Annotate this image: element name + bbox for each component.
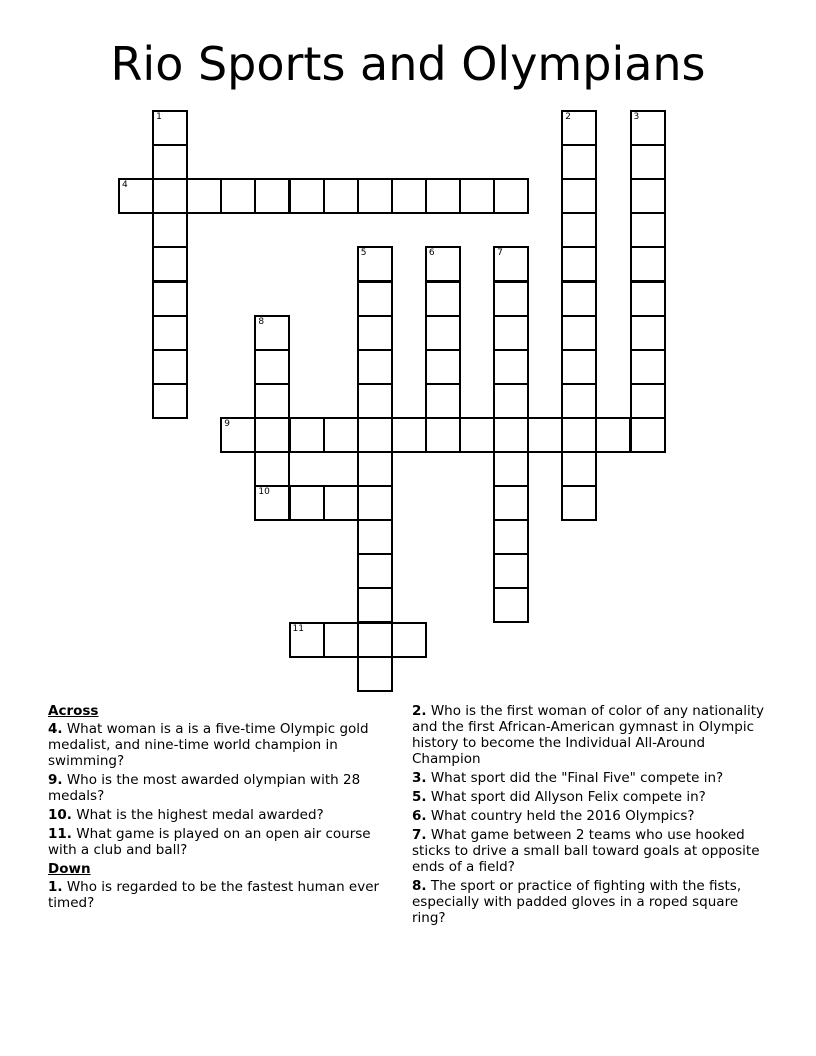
clues-right-column — [412, 703, 772, 929]
clue-text: Who is the most awarded olympian with 28 medals? — [48, 772, 361, 804]
grid-cell[interactable] — [561, 485, 597, 521]
grid-cell[interactable] — [357, 281, 393, 317]
across-heading: Across — [48, 703, 99, 719]
clue-number: 10. — [48, 807, 72, 823]
grid-cell[interactable] — [630, 349, 666, 385]
clue-text: What woman is a is a five-time Olympic gold medalist, and nine-time world champion in swimming? — [48, 721, 369, 769]
grid-cell[interactable] — [630, 144, 666, 180]
page-title: Rio Sports and Olympians — [110, 37, 706, 91]
grid-cell[interactable] — [357, 451, 393, 487]
grid-cell[interactable] — [391, 622, 427, 658]
clue-text: What sport did Allyson Felix compete in? — [430, 789, 706, 805]
cell-number: 8 — [258, 316, 265, 327]
clue-number: 3. — [412, 770, 427, 786]
clue-text: Who is regarded to be the fastest human ever timed? — [48, 879, 380, 911]
grid-cell[interactable] — [152, 315, 188, 351]
grid-cell[interactable] — [561, 349, 597, 385]
grid-cell[interactable] — [561, 246, 597, 282]
cell-number: 7 — [497, 248, 503, 259]
clue-number: 1. — [48, 879, 63, 895]
clue-number: 11. — [48, 826, 72, 842]
cell-number: 1 — [156, 112, 162, 122]
clue-number: 5. — [412, 789, 427, 805]
grid-cell[interactable] — [254, 178, 290, 214]
grid-cell[interactable] — [357, 246, 393, 282]
cell-number: 10 — [258, 487, 270, 498]
clue-text: What game is played on an open air course with a club and ball? — [48, 826, 371, 858]
grid-cell[interactable] — [493, 246, 529, 282]
grid-cell[interactable] — [493, 485, 529, 521]
grid-cell[interactable] — [493, 519, 529, 555]
grid-cell[interactable] — [493, 451, 529, 487]
clue-down-6 — [412, 808, 772, 824]
clue-text: What country held the 2016 Olympics? — [430, 808, 695, 824]
grid-cell[interactable] — [493, 349, 529, 385]
grid-cell[interactable] — [357, 622, 393, 658]
grid-cell[interactable] — [630, 212, 666, 248]
grid-cell[interactable] — [289, 622, 325, 658]
grid-cell[interactable] — [323, 485, 359, 521]
clue-number: 9. — [48, 772, 63, 788]
grid-cell[interactable] — [391, 417, 427, 453]
grid-cell[interactable] — [493, 383, 529, 419]
grid-cell[interactable] — [323, 417, 359, 453]
clue-number: 2. — [412, 703, 427, 719]
grid-cell[interactable] — [254, 315, 290, 351]
grid-cell[interactable] — [357, 178, 393, 214]
clue-number: 4. — [48, 721, 63, 737]
grid-cell[interactable] — [493, 178, 529, 214]
cell-number: 2 — [565, 112, 572, 122]
grid-cell[interactable] — [630, 417, 666, 453]
grid-cell[interactable] — [289, 485, 325, 521]
grid-cell[interactable] — [357, 587, 393, 623]
grid-cell[interactable] — [152, 212, 188, 248]
grid-cell[interactable] — [289, 417, 325, 453]
grid-cell[interactable] — [561, 281, 597, 317]
grid-cell[interactable] — [357, 553, 393, 589]
grid-cell[interactable] — [425, 246, 461, 282]
grid-cell[interactable] — [561, 144, 597, 180]
grid-cell[interactable] — [425, 315, 461, 351]
down-heading: Down — [48, 861, 91, 877]
cell-number: 9 — [224, 418, 231, 429]
cell-number: 3 — [633, 112, 640, 122]
grid-cell[interactable] — [630, 246, 666, 282]
grid-cell[interactable] — [630, 281, 666, 317]
grid-cell[interactable] — [254, 383, 290, 419]
grid-cell[interactable] — [561, 451, 597, 487]
cell-number: 6 — [428, 248, 435, 259]
grid-cell[interactable] — [630, 383, 666, 419]
grid-cell[interactable] — [630, 110, 666, 146]
grid-cell[interactable] — [152, 349, 188, 385]
grid-cell[interactable] — [493, 315, 529, 351]
clue-down-5 — [412, 789, 772, 805]
grid-cell[interactable] — [630, 315, 666, 351]
grid-cell[interactable] — [323, 178, 359, 214]
grid-cell[interactable] — [323, 622, 359, 658]
clue-down-8 — [412, 878, 772, 926]
grid-cell[interactable] — [493, 553, 529, 589]
grid-cell[interactable] — [357, 519, 393, 555]
grid-cell[interactable] — [357, 417, 393, 453]
clue-text: What sport did the "Final Five" compete in? — [430, 770, 724, 786]
clue-across-9 — [48, 772, 393, 804]
grid-cell[interactable] — [254, 417, 290, 453]
grid-cell[interactable] — [493, 417, 529, 453]
clue-down-3 — [412, 770, 772, 786]
cell-number: 11 — [292, 623, 304, 634]
grid-cell[interactable] — [493, 587, 529, 623]
clue-number: 7. — [412, 827, 427, 843]
grid-cell[interactable] — [357, 315, 393, 351]
grid-cell[interactable] — [152, 144, 188, 180]
clue-across-11 — [48, 826, 393, 858]
grid-cell[interactable] — [425, 383, 461, 419]
grid-cell[interactable] — [357, 349, 393, 385]
grid-cell[interactable] — [357, 485, 393, 521]
clue-down-1 — [48, 879, 393, 911]
clue-text: What game between 2 teams who use hooked sticks to drive a small ball toward goals at opposite ends of a field? — [412, 827, 760, 875]
grid-cell[interactable] — [561, 417, 597, 453]
grid-cell[interactable] — [289, 178, 325, 214]
grid-cell[interactable] — [220, 417, 256, 453]
grid-cell[interactable] — [425, 281, 461, 317]
grid-cell[interactable] — [459, 178, 495, 214]
clue-across-4 — [48, 721, 393, 769]
grid-cell[interactable] — [561, 110, 597, 146]
grid-cell[interactable] — [561, 383, 597, 419]
clue-across-10 — [48, 807, 393, 823]
grid-cell[interactable] — [254, 451, 290, 487]
grid-cell[interactable] — [357, 383, 393, 419]
clue-number: 6. — [412, 808, 427, 824]
grid-cell[interactable] — [118, 178, 154, 214]
cell-number: 5 — [360, 248, 367, 259]
clue-text: What is the highest medal awarded? — [76, 807, 324, 823]
grid-cell[interactable] — [152, 178, 188, 214]
grid-cell[interactable] — [561, 212, 597, 248]
clue-down-7 — [412, 827, 772, 875]
clue-number: 8. — [412, 878, 427, 894]
grid-cell[interactable] — [561, 315, 597, 351]
grid-cell[interactable] — [254, 485, 290, 521]
grid-cell[interactable] — [220, 178, 256, 214]
clues-left-column — [48, 703, 393, 914]
grid-cell[interactable] — [152, 383, 188, 419]
grid-cell[interactable] — [493, 281, 529, 317]
grid-cell[interactable] — [527, 417, 563, 453]
grid-cell[interactable] — [425, 178, 461, 214]
grid-cell[interactable] — [391, 178, 427, 214]
grid-cell[interactable] — [254, 349, 290, 385]
grid-cell[interactable] — [152, 246, 188, 282]
grid-cell[interactable] — [152, 110, 188, 146]
grid-cell[interactable] — [186, 178, 222, 214]
grid-cell[interactable] — [595, 417, 631, 453]
grid-cell[interactable] — [152, 281, 188, 317]
clue-text: The sport or practice of fighting with the fists, especially with padded gloves in a roped square ring? — [412, 878, 742, 926]
grid-cell[interactable] — [425, 349, 461, 385]
grid-cell[interactable] — [630, 178, 666, 214]
grid-cell[interactable] — [425, 417, 461, 453]
cell-number: 4 — [122, 180, 128, 191]
clue-text: Who is the first woman of color of any nationality and the first African-American gymnast in Olympic history to become the Individual All-Around Champion — [412, 703, 765, 767]
grid-cell[interactable] — [357, 656, 393, 692]
clue-down-2 — [412, 703, 772, 767]
grid-cell[interactable] — [561, 178, 597, 214]
grid-cell[interactable] — [459, 417, 495, 453]
